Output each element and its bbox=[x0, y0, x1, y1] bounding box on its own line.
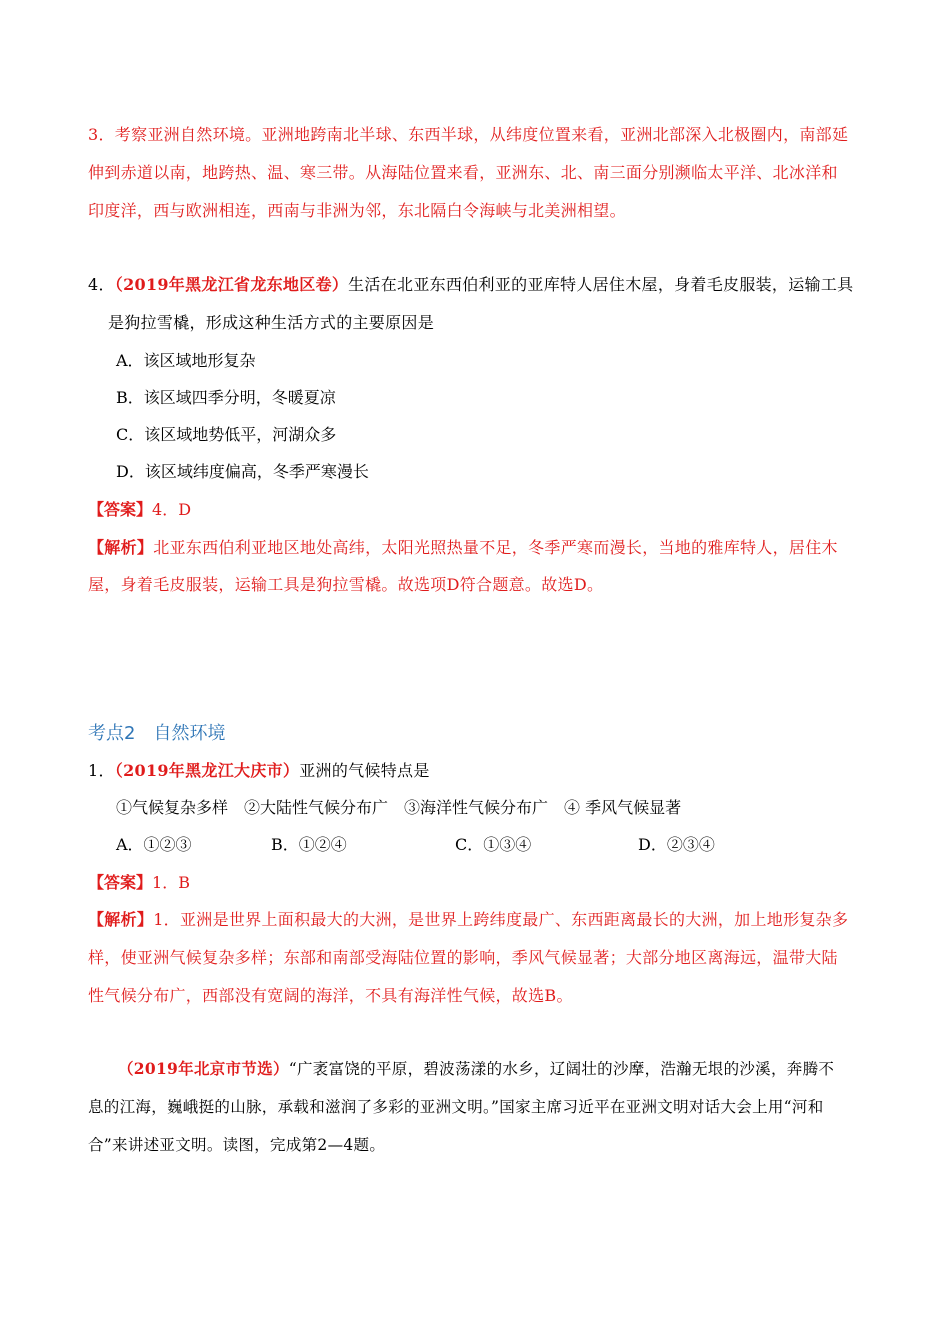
q4-stem bbox=[88, 272, 853, 295]
q1-source: （2019年黑龙江大庆市） bbox=[114, 761, 300, 780]
q4-analysis bbox=[88, 535, 838, 558]
q4-stem-text: 生活在北亚东西伯利亚的亚库特人居住木屋，身着毛皮服装，运输工具 bbox=[348, 275, 854, 294]
q4-option-b: B．该区域四季分明，冬暖夏凉 bbox=[116, 388, 336, 407]
q1-analysis-line: 样，使亚洲气候复杂多样；东部和南部受海陆位置的影响，季风气候显著；大部分地区离海远，温带大陆 bbox=[88, 948, 838, 967]
passage-source: （2019年北京市节选） bbox=[118, 1059, 289, 1078]
q3-explanation-line: 印度洋，西与欧洲相连，西南与非洲为邻，东北隔白令海峡与北美洲相望。 bbox=[88, 201, 626, 220]
q4-source: （2019年黑龙江省龙东地区卷） bbox=[114, 275, 349, 294]
q1-option-d: D．②③④ bbox=[638, 835, 715, 854]
q4-option-a: A．该区域地形复杂 bbox=[116, 351, 256, 370]
q4-analysis-text: 北亚东西伯利亚地区地处高纬，太阳光照热量不足，冬季严寒而漫长，当地的雅库特人，居住木 bbox=[153, 538, 838, 557]
q1-analysis-label: 【解析】 bbox=[88, 910, 154, 929]
q3-explanation-line: 伸到赤道以南，地跨热、温、寒三带。从海陆位置来看，亚洲东、北、南三面分别濒临太平洋、北冰洋和 bbox=[88, 163, 838, 182]
q4-answer-value: 4．D bbox=[152, 500, 192, 519]
q4-stem-continued: 是狗拉雪橇，形成这种生活方式的主要原因是 bbox=[108, 313, 435, 332]
q4-option-c: C．该区域地势低平，河湖众多 bbox=[116, 425, 337, 444]
section-title: 考点2 自然环境 bbox=[88, 723, 226, 744]
q1-analysis-line: 性气候分布广，西部没有宽阔的海洋，不具有海洋性气候，故选B。 bbox=[88, 986, 573, 1005]
q4-option-d: D．该区域纬度偏高，冬季严寒漫长 bbox=[116, 462, 369, 481]
passage-text: “广袤富饶的平原，碧波荡漾的水乡，辽阔壮的沙摩，浩瀚无垠的沙溪，奔腾不 bbox=[288, 1060, 835, 1078]
q1-option-b: B．①②④ bbox=[271, 835, 347, 854]
q1-answer bbox=[88, 870, 190, 893]
q1-answer-value: 1．B bbox=[152, 873, 190, 892]
q1-stem-text: 亚洲的气候特点是 bbox=[299, 761, 430, 780]
q4-analysis-line: 屋，身着毛皮服装，运输工具是狗拉雪橇。故选项D符合题意。故选D。 bbox=[88, 575, 604, 594]
q1-analysis bbox=[88, 907, 848, 930]
q4-analysis-label: 【解析】 bbox=[88, 538, 154, 557]
q1-analysis-text: 1．亚洲是世界上面积最大的大洲，是世界上跨纬度最广、东西距离最长的大洲，加上地形复杂多 bbox=[153, 910, 849, 929]
q4-answer bbox=[88, 497, 191, 520]
q1-items: ①气候复杂多样 ②大陆性气候分布广 ③海洋性气候分布广 ④ 季风气候显著 bbox=[116, 798, 682, 817]
q1-option-a: A．①②③ bbox=[116, 835, 192, 854]
q3-explanation-line: 3．考察亚洲自然环境。亚洲地跨南北半球、东西半球，从纬度位置来看，亚洲北部深入北极圈内，南部延 bbox=[88, 125, 849, 144]
q1-number: 1． bbox=[88, 761, 115, 780]
q1-stem bbox=[88, 758, 430, 781]
q4-answer-label: 【答案】 bbox=[88, 500, 153, 519]
passage-line: 合”来讲述亚文明。读图，完成第2—4题。 bbox=[88, 1136, 386, 1154]
passage-intro bbox=[118, 1057, 834, 1079]
q1-answer-label: 【答案】 bbox=[88, 873, 153, 892]
q1-option-c: C．①③④ bbox=[455, 835, 532, 854]
passage-line: 息的江海，巍峨挺的山脉，承载和滋润了多彩的亚洲文明。”国家主席习近平在亚洲文明对话大会上用“河和 bbox=[88, 1098, 824, 1116]
q4-number: 4． bbox=[88, 275, 115, 294]
